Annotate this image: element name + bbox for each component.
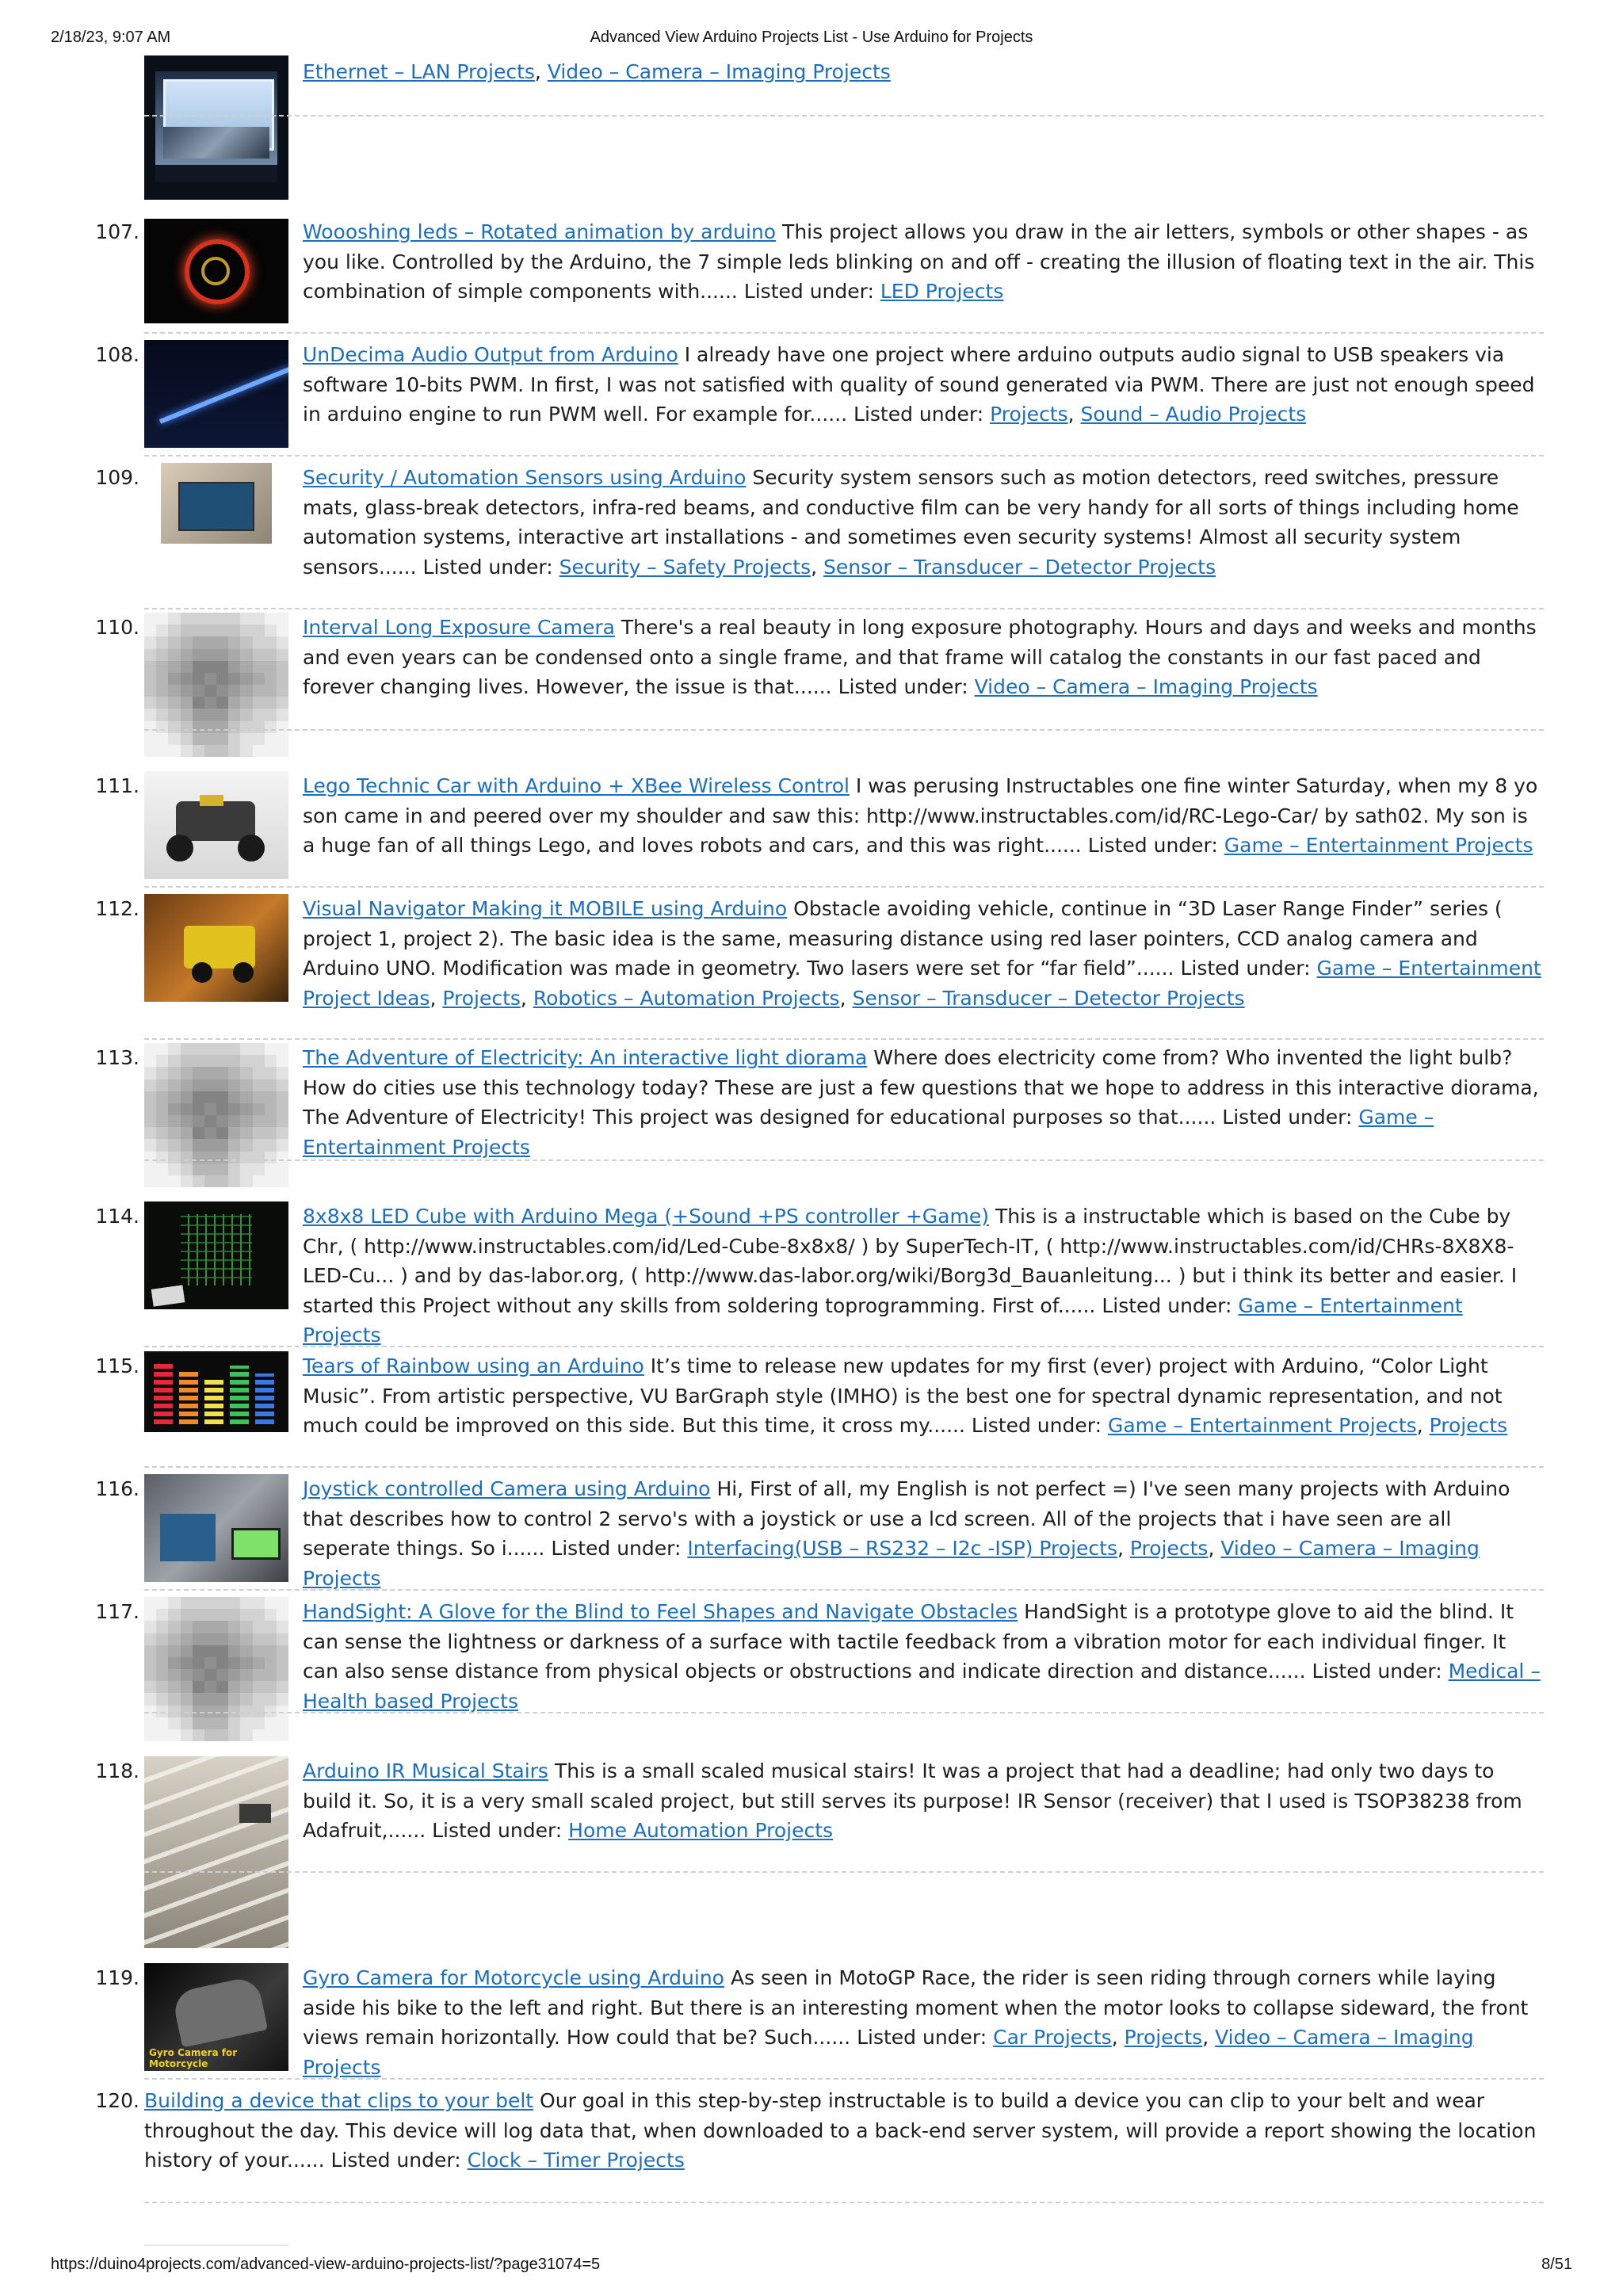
item-number: 112. xyxy=(95,897,139,920)
project-description: It’s time to release new updates for my first (ever) project with Arduino, “Color Light Music”. From artistic perspective, VU BarGraph style (IMHO) is the best one for spectral dynamic representation, and not much could be improved on this side. But this time, it cross my...... xyxy=(303,1354,1503,1437)
listed-under-label: Listed under: xyxy=(838,675,968,698)
project-title-link[interactable]: Security / Automation Sensors using Arduino xyxy=(303,466,747,489)
arduino-board-image xyxy=(178,482,254,531)
category-link[interactable]: Ethernet – LAN Projects xyxy=(303,60,535,83)
placeholder-image[interactable] xyxy=(144,1043,288,1187)
item-number: 118. xyxy=(95,1759,139,1782)
thumbnail-caption: Gyro Camera for Motorcycle xyxy=(149,2047,238,2069)
motorcycle-image xyxy=(171,1975,268,2047)
category-link[interactable]: Game – Entertainment Projects xyxy=(303,1106,1434,1159)
lcd-screen-image xyxy=(231,1528,281,1560)
item-number: 120. xyxy=(95,2089,139,2112)
listed-under-label: Listed under: xyxy=(971,1414,1102,1437)
item-number: 110. xyxy=(95,616,139,639)
project-thumbnail[interactable] xyxy=(161,463,272,544)
print-page-number: 8/51 xyxy=(1541,2256,1572,2273)
placeholder-image[interactable] xyxy=(144,613,288,757)
category-link[interactable]: Projects xyxy=(1129,1537,1209,1560)
category-link[interactable]: Projects xyxy=(1124,2026,1203,2049)
category-link[interactable]: Projects xyxy=(1429,1414,1508,1437)
item-body xyxy=(303,217,1544,307)
project-description: HandSight is a prototype glove to aid the blind. It can sense the lightness or darkness of a surface with tactile feedback from a vibration motor for each individual finger. It can also sense distance from physical objects or obstructions and indicate direction and distance...... xyxy=(303,1600,1514,1683)
category-link[interactable]: LED Projects xyxy=(880,280,1004,303)
rainbow-bars-image xyxy=(154,1361,173,1424)
category-link[interactable]: Sound – Audio Projects xyxy=(1080,403,1307,426)
project-description: I already have one project where arduino outputs audio signal to USB speakers via software 10-bits PWM. In first, I was not satisfied with quality of sound generated via PWM. There are just not enough speed in arduino engine to run PWM well. For example for...... xyxy=(303,343,1535,426)
category-link[interactable]: Video – Camera – Imaging Projects xyxy=(547,60,891,83)
print-page-title: Advanced View Arduino Projects List - Use Arduino for Projects xyxy=(590,29,1033,46)
item-number: 117. xyxy=(95,1600,139,1623)
item-divider xyxy=(144,1589,1544,1591)
print-header xyxy=(0,29,1623,49)
item-divider xyxy=(144,2202,1544,2203)
project-thumbnail[interactable] xyxy=(144,1963,288,2071)
item-divider xyxy=(144,608,1544,609)
item-divider xyxy=(144,1871,1544,1873)
item-body xyxy=(303,1043,1544,1162)
listed-under-label: Listed under: xyxy=(1222,1106,1353,1129)
category-link[interactable]: Projects xyxy=(990,403,1068,426)
project-title-link[interactable]: Interval Long Exposure Camera xyxy=(303,616,615,639)
project-thumbnail[interactable] xyxy=(144,894,288,1002)
project-title-link[interactable]: HandSight: A Glove for the Blind to Feel Shapes and Navigate Obstacles xyxy=(303,1600,1018,1623)
project-title-link[interactable]: Building a device that clips to your belt xyxy=(144,2089,534,2112)
listed-under-label: Listed under: xyxy=(743,280,874,303)
item-number: 111. xyxy=(95,774,139,797)
category-link[interactable]: Game – Entertainment Projects xyxy=(1224,834,1533,857)
item-body: UnDecima Audio Output from Arduino I already have one project where arduino outputs audio signal to USB speakers via software 10-bits PWM. In first, I was not satisfied with quality of sound generated via PWM. There are just not enough speed in arduino engine to run PWM well. For example for...... Listed under: Projects, Sound – Audio Projects xyxy=(303,343,1535,426)
category-link[interactable]: Clock – Timer Projects xyxy=(467,2149,685,2172)
category-link[interactable]: Sensor – Transducer – Detector Projects xyxy=(852,986,1245,1010)
picture-frame-image xyxy=(155,71,277,182)
category-link[interactable]: Video – Camera – Imaging Projects xyxy=(974,675,1318,698)
project-description: As seen in MotoGP Race, the rider is seen riding through corners while laying aside his bike to the left and right. But there is an interesting moment when the motor looks to collapse sideward, the front views remain horizontally. How could that be? Such...... xyxy=(303,1966,1529,2049)
print-footer xyxy=(0,2256,1623,2276)
project-description: I was perusing Instructables one fine winter Saturday, when my 8 yo son came in and peered over my shoulder and saw this: http://www.instructables.com/id/RC-Lego-Car/ by sath02. My son is a huge fan of all things Lego, and loves robots and cars, and this was right...... xyxy=(303,774,1538,857)
placeholder-image[interactable] xyxy=(144,1597,288,1741)
listed-under-label: Listed under: xyxy=(551,1537,682,1560)
project-description: This is a small scaled musical stairs! It was a project that had a deadline; had only two days to build it. So, it is a very small scaled project, but still serves its purpose! IR Sensor (receiver) that I used is TSOP38238 from Adafruit,...... xyxy=(303,1759,1522,1842)
category-link[interactable]: Medical – Health based Projects xyxy=(303,1660,1541,1713)
category-link[interactable]: Security – Safety Projects xyxy=(559,555,812,579)
project-thumbnail[interactable] xyxy=(144,771,288,879)
project-description: This is a instructable which is based on the Cube by Chr, ( http://www.instructables.com/id/Led-Cube-8x8x8/ ) by SuperTech-IT, ( http://www.instructables.com/id/CHRs-8X8X8-LED-Cu... ) and by das-labor.org, ( http://www.das-labor.org/wiki/Borg3d_Bauanleitung... ) but i think its better and easier. I started this Project without any skills from soldering toprogramming. First of...... xyxy=(303,1205,1518,1317)
item-body: Joystick controlled Camera using Arduino Hi, First of all, my English is not perfect =) I've seen many projects with Arduino that describes how to control 2 servo's with a joystick or use a lcd screen. All of the projects that i have seen are all seperate things. So i...... Listed under: Interfacing(USB – RS232 – I2c -ISP) Projects, Projects, Video – Camera – Imaging Projects xyxy=(303,1477,1510,1590)
project-title-link[interactable]: Visual Navigator Making it MOBILE using Arduino xyxy=(303,897,788,920)
project-description: Our goal in this step-by-step instructable is to build a device you can clip to your belt and wear throughout the day. This device will log data that, when downloaded to a back-end server system, will provide a report showing the location history of your...... xyxy=(144,2089,1537,2172)
item-number: 109. xyxy=(95,466,139,489)
item-body: Security / Automation Sensors using Arduino Security system sensors such as motion detectors, reed switches, pressure mats, glass-break detectors, infra-red beams, and conductive film can be very handy for all sorts of things including home automation systems, interactive art installations - and sometimes even security systems! Almost all security system sensors...... Listed under: Security – Safety Projects, Sensor – Transducer – Detector Projects xyxy=(303,466,1519,579)
item-body xyxy=(303,1201,1544,1350)
item-divider xyxy=(144,455,1544,457)
item-divider xyxy=(144,1712,1544,1713)
project-title-link[interactable]: The Adventure of Electricity: An interactive light diorama xyxy=(303,1046,868,1069)
item-divider xyxy=(144,2078,1544,2080)
item-number: 116. xyxy=(95,1477,139,1500)
item-body xyxy=(303,613,1544,702)
project-title-link[interactable]: Joystick controlled Camera using Arduino xyxy=(303,1477,711,1500)
listed-under-label: Listed under: xyxy=(1087,834,1218,857)
item-number: 119. xyxy=(95,1966,139,1989)
item-body xyxy=(303,1756,1544,1846)
project-description: There's a real beauty in long exposure photography. Hours and days and weeks and months and even years can be condensed onto a single frame, and that frame will catalog the constants in our fast paced and forever changing lives. However, the issue is that...... xyxy=(303,616,1537,698)
project-description: This project allows you draw in the air letters, symbols or other shapes - as you like. Controlled by the Arduino, the 7 simple leds blinking on and off - creating the illusion of floating text in the air. This combination of simple components with...... xyxy=(303,220,1535,303)
listed-under-label: Listed under: xyxy=(422,555,553,579)
project-description: Where does electricity come from? Who invented the light bulb? How do cities use this technology today? These are just a few questions that we hope to address in this interactive diorama, The Adventure of Electricity! This project was designed for educational purposes so that...... xyxy=(303,1046,1539,1129)
listed-under-label: Listed under: xyxy=(1102,1293,1232,1317)
item-body xyxy=(144,2086,1544,2176)
project-thumbnail[interactable] xyxy=(144,1201,288,1309)
listed-under-label: Listed under: xyxy=(854,403,984,426)
partial-thumbnail xyxy=(144,2244,288,2246)
print-url: https://duino4projects.com/advanced-view-arduino-projects-list/?page31074=5 xyxy=(51,2256,601,2273)
project-description: Security system sensors such as motion detectors, reed switches, pressure mats, glass-break detectors, infra-red beams, and conductive film can be very handy for all sorts of things including home automation systems, interactive art installations - and sometimes even security systems! Almost all security system sensors...... xyxy=(303,466,1519,579)
category-link[interactable]: Game – Entertainment Projects xyxy=(1107,1414,1417,1437)
led-strip-image xyxy=(159,366,288,424)
category-link[interactable]: Game – Entertainment Project Ideas xyxy=(303,957,1541,1010)
listed-under-label: Listed under: xyxy=(1180,957,1311,980)
item-divider xyxy=(144,332,1544,334)
category-link[interactable]: Video – Camera – Imaging Projects xyxy=(303,2026,1474,2079)
listed-under-label: Listed under: xyxy=(857,2026,987,2049)
item-divider xyxy=(144,886,1544,888)
project-thumbnail[interactable] xyxy=(144,55,288,200)
project-title-link[interactable]: Tears of Rainbow using an Arduino xyxy=(303,1354,644,1377)
project-title-link[interactable]: Arduino IR Musical Stairs xyxy=(303,1759,548,1782)
category-link[interactable]: Sensor – Transducer – Detector Projects xyxy=(823,555,1216,579)
category-link[interactable]: Video – Camera – Imaging Projects xyxy=(303,1537,1480,1590)
project-thumbnail[interactable] xyxy=(144,219,288,323)
item-divider xyxy=(144,1346,1544,1347)
item-divider xyxy=(144,1038,1544,1040)
project-title-link[interactable]: Lego Technic Car with Arduino + XBee Wireless Control xyxy=(303,774,850,797)
project-thumbnail[interactable] xyxy=(144,1474,288,1582)
project-description: Hi, First of all, my English is not perfect =) I've seen many projects with Arduino that describes how to control 2 servo's with a joystick or use a lcd screen. All of the projects that i have seen are all seperate things. So i...... xyxy=(303,1477,1510,1560)
item-number: 107. xyxy=(95,220,139,243)
item-divider xyxy=(144,729,1544,731)
project-title-link[interactable]: 8x8x8 LED Cube with Arduino Mega (+Sound +PS controller +Game) xyxy=(303,1205,989,1228)
listed-under-label: Listed under: xyxy=(432,1819,563,1842)
listed-under-label: Listed under: xyxy=(1312,1660,1442,1683)
category-link[interactable]: Robotics – Automation Projects xyxy=(533,986,840,1010)
item-body: Ethernet – LAN Projects, Video – Camera – Imaging Projects xyxy=(303,60,891,83)
category-link[interactable]: Game – Entertainment Projects xyxy=(303,1293,1463,1347)
item-body: Tears of Rainbow using an Arduino It’s time to release new updates for my first (ever) project with Arduino, “Color Light Music”. From artistic perspective, VU BarGraph style (IMHO) is the best one for spectral dynamic representation, and not much could be improved on this side. But this time, it cross my...... Listed under: Game – Entertainment Projects, Projects xyxy=(303,1354,1508,1437)
project-thumbnail[interactable] xyxy=(144,1756,288,1948)
item-body xyxy=(303,1597,1544,1716)
listed-under-label: Listed under: xyxy=(330,2149,461,2172)
category-link[interactable]: Interfacing(USB – RS232 – I2c -ISP) Projects xyxy=(687,1537,1117,1560)
item-divider xyxy=(144,115,1544,117)
category-link[interactable]: Projects xyxy=(442,986,521,1010)
item-divider xyxy=(144,1466,1544,1468)
category-link[interactable]: Car Projects xyxy=(993,2026,1112,2049)
musical-stairs-image xyxy=(144,1756,288,1948)
item-number: 115. xyxy=(95,1354,139,1377)
item-divider xyxy=(144,1159,1544,1161)
project-title-link[interactable]: Woooshing leds – Rotated animation by arduino xyxy=(303,220,777,243)
project-description: Obstacle avoiding vehicle, continue in “3D Laser Range Finder” series ( project 1, project 2). The basic idea is the same, measuring distance using red laser pointers, CCD analog camera and Arduino UNO. Modification was made in geometry. Two lasers were set for “far field”...... xyxy=(303,897,1503,980)
category-link[interactable]: Home Automation Projects xyxy=(568,1819,834,1842)
item-body: Visual Navigator Making it MOBILE using Arduino Obstacle avoiding vehicle, continue in “3D Laser Range Finder” series ( project 1, project 2). The basic idea is the same, measuring distance using red laser pointers, CCD analog camera and Arduino UNO. Modification was made in geometry. Two lasers were set for “far field”...... Listed under: Game – Entertainment Project Ideas, Projects, Robotics – Automation Projects, Sensor – Transducer – Detector Projects xyxy=(303,897,1541,1010)
lego-car-image xyxy=(176,801,255,841)
item-number: 108. xyxy=(95,343,139,366)
project-thumbnail[interactable] xyxy=(144,1351,288,1432)
item-body xyxy=(303,771,1544,861)
item-number: 114. xyxy=(95,1205,139,1228)
project-thumbnail[interactable] xyxy=(144,340,288,448)
project-title-link[interactable]: UnDecima Audio Output from Arduino xyxy=(303,343,678,366)
item-body: Gyro Camera for Motorcycle using Arduino As seen in MotoGP Race, the rider is seen riding through corners while laying aside his bike to the left and right. But there is an interesting moment when the motor looks to collapse sideward, the front views remain horizontally. How could that be? Such...... Listed under: Car Projects, Projects, Video – Camera – Imaging Projects xyxy=(303,1966,1529,2079)
item-number: 113. xyxy=(95,1046,139,1069)
project-title-link[interactable]: Gyro Camera for Motorcycle using Arduino xyxy=(303,1966,724,1989)
print-datetime: 2/18/23, 9:07 AM xyxy=(51,29,171,46)
